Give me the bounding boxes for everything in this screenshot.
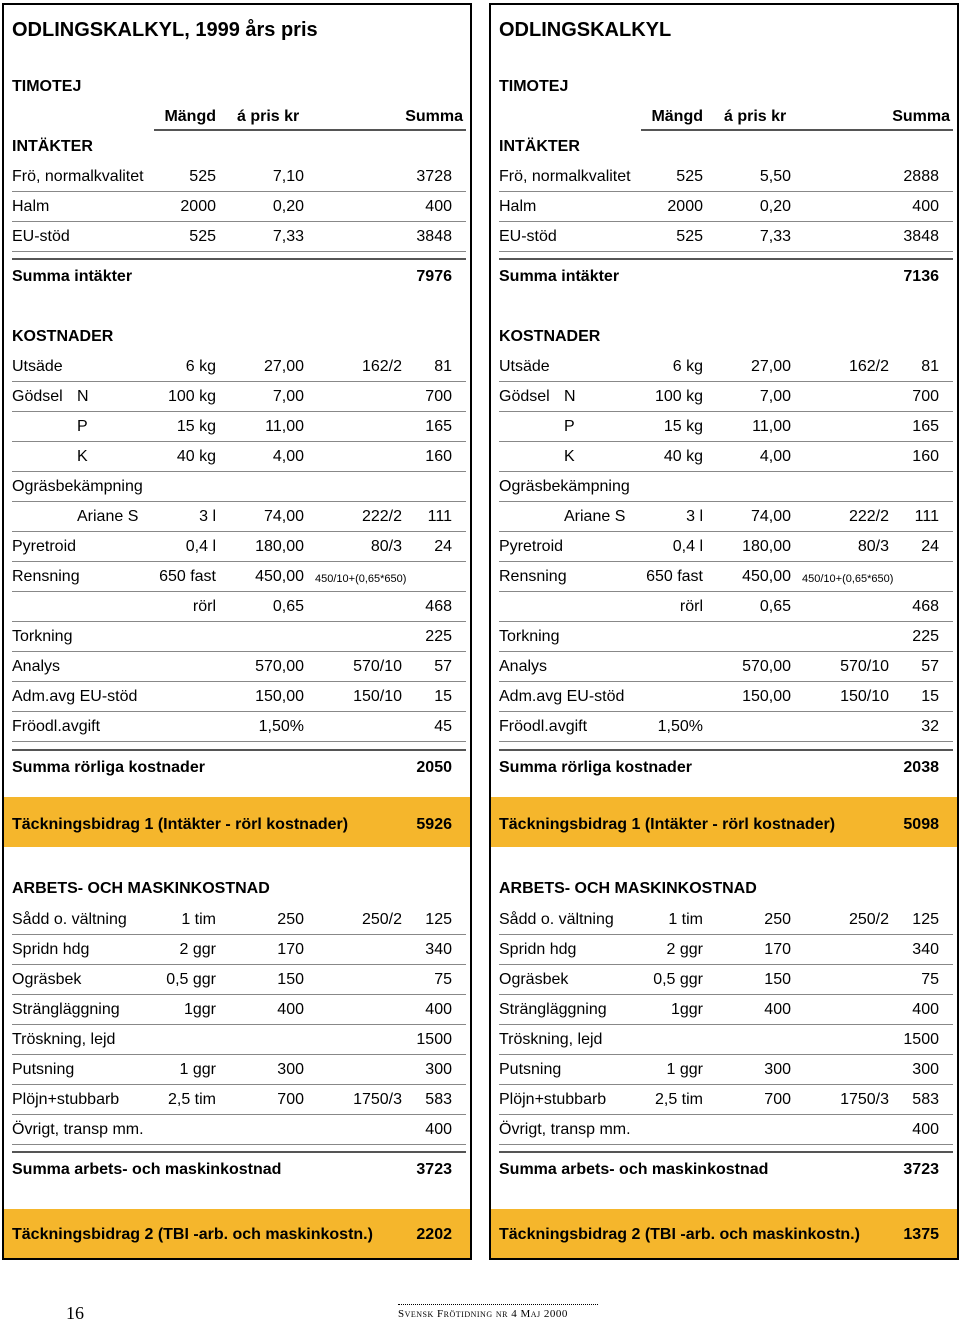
cost-label: Utsäde [499,358,550,375]
cost-mangd: 6 kg [672,358,703,375]
cost-label: Adm.avg EU-stöd [12,688,138,705]
summa-rorliga-label: Summa rörliga kostnader [12,759,205,776]
cost-summa: 225 [912,628,939,645]
row-divider [12,191,466,192]
cost-calc: 150/10 [840,688,889,705]
work-summa: 340 [425,941,452,958]
tb1-value: 5098 [903,816,939,833]
work-summa: 400 [912,1001,939,1018]
summa-intakter-label: Summa intäkter [12,268,133,285]
summa-rorliga-value: 2050 [416,759,452,776]
cost-mangd: 100 kg [654,388,703,405]
cost-label: Analys [499,658,548,675]
section-title-intakter: INTÄKTER [499,138,580,155]
row-divider [499,441,953,442]
cost-apris: 11,00 [265,418,304,435]
cost-sublabel: K [564,448,575,465]
work-summa: 1500 [903,1031,939,1048]
tb2-value: 2202 [416,1226,452,1243]
work-mangd: 0,5 ggr [653,971,703,988]
income-summa: 2888 [903,168,939,185]
cost-label: Ogräsbekämpning [12,478,143,495]
income-apris: 7,33 [272,228,304,245]
footer-dotted-rule [398,1304,598,1305]
cost-label: Analys [12,658,61,675]
page-number: 16 [66,1303,84,1323]
row-divider [499,711,953,712]
income-label: EU-stöd [12,228,70,245]
work-label: Strängläggning [499,1001,607,1018]
cost-sublabel: P [564,418,575,435]
cost-calc: 150/10 [353,688,402,705]
cost-summa: 32 [921,718,939,735]
cost-label: Gödsel [12,388,63,405]
cost-sublabel: N [77,388,89,405]
section-title-intakter: INTÄKTER [12,138,93,155]
income-apris: 5,50 [759,168,791,185]
work-summa: 75 [434,971,452,988]
section-title-kostnader: KOSTNADER [12,328,114,345]
left-calculation-panel [2,3,472,1260]
cost-sublabel: N [564,388,576,405]
row-divider [499,681,953,682]
row-divider [499,561,953,562]
row-divider [641,129,953,131]
cost-mangd: 6 kg [185,358,216,375]
summa-rorliga-value: 2038 [903,759,939,776]
row-divider [12,501,466,502]
section-title-kostnader: KOSTNADER [499,328,601,345]
work-summa: 1500 [416,1031,452,1048]
cost-apris: 150,00 [742,688,791,705]
cost-label: Pyretroid [12,538,77,555]
row-divider [499,501,953,502]
cost-calc: 450/10+(0,65*650) [802,573,894,585]
work-calc: 1750/3 [840,1091,889,1108]
cost-apris: 150,00 [255,688,304,705]
cost-mangd: rörl [679,598,703,615]
cost-apris: 570,00 [255,658,304,675]
row-divider [12,411,466,412]
cost-label: Torkning [12,628,73,645]
cost-summa: 24 [921,538,939,555]
row-divider [12,471,466,472]
row-divider [12,964,466,965]
row-divider [12,221,466,222]
summa-rorliga-label: Summa rörliga kostnader [499,759,692,776]
cost-apris: 4,00 [272,448,304,465]
work-mangd: 2 ggr [666,941,703,958]
cost-sublabel: Ariane S [77,508,139,525]
work-label: Ogräsbek [499,971,569,988]
cost-apris: 74,00 [750,508,791,525]
row-divider [12,711,466,712]
income-label: Halm [12,198,50,215]
row-divider [12,621,466,622]
summa-arbets-value: 3723 [416,1161,452,1178]
cost-summa: 57 [921,658,939,675]
cost-label: Rensning [499,568,567,585]
cost-apris: 27,00 [750,358,791,375]
cost-apris: 180,00 [742,538,791,555]
row-divider [12,651,466,652]
work-summa: 125 [425,911,452,928]
row-divider [12,749,466,751]
cost-summa: 700 [425,388,452,405]
cost-mangd: rörl [192,598,216,615]
col-header-apris: á pris kr [237,108,300,125]
summa-intakter-value: 7136 [903,268,939,285]
cost-summa: 81 [921,358,939,375]
tb1-label: Täckningsbidrag 1 (Intäkter - rörl kostnader) [499,816,836,833]
income-summa: 3848 [416,228,452,245]
summa-arbets-value: 3723 [903,1161,939,1178]
work-label: Tröskning, lejd [499,1031,603,1048]
cost-apris: 180,00 [255,538,304,555]
row-divider [499,1024,953,1025]
cost-label: Fröodl.avgift [12,718,101,735]
row-divider [499,741,953,742]
row-divider [499,1151,953,1153]
publication-line: Svensk Frötidning nr 4 Maj 2000 [398,1308,568,1320]
work-label: Spridn hdg [12,941,90,958]
row-divider [499,749,953,751]
income-label: Frö, normalkvalitet [499,168,631,185]
income-label: Frö, normalkvalitet [12,168,144,185]
work-label: Spridn hdg [499,941,577,958]
cost-summa: 160 [912,448,939,465]
row-divider [12,251,466,252]
row-divider [499,964,953,965]
row-divider [12,258,466,260]
cost-apris: 4,00 [759,448,791,465]
work-label: Plöjn+stubbarb [12,1091,120,1108]
cost-mangd: 1,50% [657,718,703,735]
work-label: Strängläggning [12,1001,120,1018]
summa-intakter-value: 7976 [416,268,452,285]
work-label: Sådd o. vältning [499,911,614,928]
work-mangd: 1ggr [670,1001,703,1018]
row-divider [12,1144,466,1145]
cost-label: Rensning [12,568,80,585]
cost-calc: 450/10+(0,65*650) [315,573,407,585]
cost-mangd: 40 kg [663,448,703,465]
cost-summa: 225 [425,628,452,645]
work-calc: 250/2 [848,911,889,928]
cost-summa: 24 [434,538,452,555]
cost-sublabel: K [77,448,88,465]
row-divider [499,621,953,622]
cost-summa: 160 [425,448,452,465]
cost-summa: 57 [434,658,452,675]
work-label: Plöjn+stubbarb [499,1091,607,1108]
row-divider [12,441,466,442]
tb2-label: Täckningsbidrag 2 (TBI -arb. och maskinkostn.) [499,1226,860,1243]
cost-apris: 570,00 [742,658,791,675]
cost-label: Torkning [499,628,560,645]
cost-calc: 222/2 [361,508,402,525]
cost-label: Fröodl.avgift [499,718,588,735]
income-mangd: 525 [676,168,703,185]
work-mangd: 1 ggr [666,1061,703,1078]
work-apris: 700 [764,1091,791,1108]
work-apris: 150 [764,971,791,988]
section-title-arbets: ARBETS- OCH MASKINKOSTNAD [499,880,757,897]
cost-label: Gödsel [499,388,550,405]
cost-mangd: 3 l [199,508,216,525]
cost-mangd: 15 kg [176,418,216,435]
cost-mangd: 650 fast [159,568,216,585]
cost-mangd: 650 fast [646,568,703,585]
row-divider [499,471,953,472]
work-summa: 400 [425,1121,452,1138]
row-divider [499,591,953,592]
cost-summa: 468 [425,598,452,615]
row-divider [499,994,953,995]
cost-summa: 15 [921,688,939,705]
cost-calc: 570/10 [840,658,889,675]
cost-apris: 450,00 [255,568,304,585]
section-title-arbets: ARBETS- OCH MASKINKOSTNAD [12,880,270,897]
cost-apris: 7,00 [272,388,304,405]
row-divider [499,381,953,382]
summa-arbets-label: Summa arbets- och maskinkostnad [499,1161,769,1178]
tb2-value: 1375 [903,1226,939,1243]
cost-sublabel: Ariane S [564,508,626,525]
cost-mangd: 15 kg [663,418,703,435]
summa-arbets-label: Summa arbets- och maskinkostnad [12,1161,282,1178]
cost-mangd: 0,4 l [672,538,703,555]
row-divider [499,651,953,652]
row-divider [12,681,466,682]
work-apris: 300 [764,1061,791,1078]
work-apris: 250 [277,911,304,928]
row-divider [499,1084,953,1085]
cost-label: Utsäde [12,358,63,375]
income-summa: 3848 [903,228,939,245]
work-calc: 250/2 [361,911,402,928]
row-divider [12,381,466,382]
cost-calc: 162/2 [848,358,889,375]
income-mangd: 2000 [180,198,216,215]
row-divider [12,531,466,532]
crop-name: TIMOTEJ [12,78,82,95]
col-header-summa: Summa [405,108,463,125]
work-mangd: 1 ggr [179,1061,216,1078]
row-divider [12,741,466,742]
cost-apris: 27,00 [263,358,304,375]
cost-label: Pyretroid [499,538,564,555]
col-header-mangd: Mängd [164,108,216,125]
cost-calc: 80/3 [370,538,402,555]
row-divider [12,591,466,592]
row-divider [499,191,953,192]
row-divider [499,258,953,260]
cost-apris: 0,65 [272,598,304,615]
cost-sublabel: P [77,418,88,435]
income-mangd: 525 [189,228,216,245]
work-label: Övrigt, transp mm. [499,1121,631,1138]
work-summa: 300 [425,1061,452,1078]
row-divider [12,1084,466,1085]
row-divider [12,1054,466,1055]
cost-apris: 0,65 [759,598,791,615]
cost-apris: 1,50% [258,718,304,735]
row-divider [499,251,953,252]
work-summa: 583 [912,1091,939,1108]
income-label: EU-stöd [499,228,557,245]
cost-summa: 15 [434,688,452,705]
work-apris: 250 [764,911,791,928]
summa-intakter-label: Summa intäkter [499,268,620,285]
cost-summa: 165 [425,418,452,435]
work-apris: 400 [277,1001,304,1018]
cost-summa: 111 [427,508,452,525]
tb1-label: Täckningsbidrag 1 (Intäkter - rörl kostnader) [12,816,349,833]
panel-title: ODLINGSKALKYL [499,19,672,41]
cost-mangd: 100 kg [167,388,216,405]
row-divider [499,221,953,222]
income-mangd: 525 [189,168,216,185]
work-apris: 170 [277,941,304,958]
work-summa: 125 [912,911,939,928]
row-divider [12,561,466,562]
work-mangd: 1ggr [183,1001,216,1018]
work-label: Tröskning, lejd [12,1031,116,1048]
row-divider [499,934,953,935]
col-header-apris: á pris kr [724,108,787,125]
income-apris: 0,20 [759,198,791,215]
work-label: Övrigt, transp mm. [12,1121,144,1138]
income-summa: 400 [425,198,452,215]
row-divider [154,129,466,131]
tb2-label: Täckningsbidrag 2 (TBI -arb. och maskinkostn.) [12,1226,373,1243]
income-apris: 0,20 [272,198,304,215]
col-header-mangd: Mängd [651,108,703,125]
income-label: Halm [499,198,537,215]
cost-apris: 74,00 [263,508,304,525]
work-apris: 170 [764,941,791,958]
cost-apris: 7,00 [759,388,791,405]
income-apris: 7,10 [272,168,304,185]
income-mangd: 2000 [667,198,703,215]
tb1-value: 5926 [416,816,452,833]
cost-mangd: 3 l [686,508,703,525]
cost-label: Adm.avg EU-stöd [499,688,625,705]
cost-mangd: 40 kg [176,448,216,465]
cost-calc: 222/2 [848,508,889,525]
row-divider [12,934,466,935]
work-apris: 300 [277,1061,304,1078]
cost-calc: 570/10 [353,658,402,675]
row-divider [12,1024,466,1025]
crop-name: TIMOTEJ [499,78,569,95]
row-divider [12,994,466,995]
cost-summa: 111 [914,508,939,525]
cost-label: Ogräsbekämpning [499,478,630,495]
cost-mangd: 0,4 l [185,538,216,555]
row-divider [499,411,953,412]
income-mangd: 525 [676,228,703,245]
work-summa: 400 [425,1001,452,1018]
work-label: Sådd o. vältning [12,911,127,928]
right-calculation-panel [489,3,959,1260]
work-summa: 340 [912,941,939,958]
work-mangd: 2,5 tim [654,1091,703,1108]
row-divider [12,1151,466,1153]
work-mangd: 1 tim [668,911,703,928]
work-apris: 400 [764,1001,791,1018]
work-mangd: 1 tim [181,911,216,928]
work-label: Putsning [499,1061,562,1078]
income-summa: 400 [912,198,939,215]
row-divider [499,1114,953,1115]
row-divider [499,1144,953,1145]
row-divider [12,1114,466,1115]
income-summa: 3728 [416,168,452,185]
work-mangd: 2,5 tim [167,1091,216,1108]
cost-summa: 45 [434,718,452,735]
income-apris: 7,33 [759,228,791,245]
work-mangd: 2 ggr [179,941,216,958]
cost-summa: 468 [912,598,939,615]
cost-apris: 11,00 [752,418,791,435]
row-divider [499,1054,953,1055]
work-summa: 300 [912,1061,939,1078]
work-summa: 75 [921,971,939,988]
work-calc: 1750/3 [353,1091,402,1108]
work-label: Ogräsbek [12,971,82,988]
work-apris: 700 [277,1091,304,1108]
work-summa: 400 [912,1121,939,1138]
cost-calc: 162/2 [361,358,402,375]
cost-summa: 700 [912,388,939,405]
col-header-summa: Summa [892,108,950,125]
work-apris: 150 [277,971,304,988]
cost-summa: 165 [912,418,939,435]
cost-apris: 450,00 [742,568,791,585]
cost-calc: 80/3 [857,538,889,555]
work-mangd: 0,5 ggr [166,971,216,988]
work-label: Putsning [12,1061,75,1078]
row-divider [499,531,953,532]
cost-summa: 81 [434,358,452,375]
work-summa: 583 [425,1091,452,1108]
panel-title: ODLINGSKALKYL, 1999 års pris [12,19,318,41]
